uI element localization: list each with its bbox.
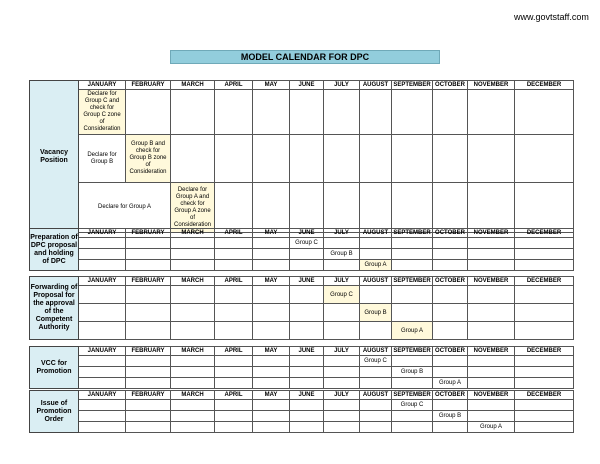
month-header: APRIL — [215, 391, 253, 400]
website-url: www.govtstaff.com — [514, 12, 589, 22]
month-header: JANUARY — [79, 277, 126, 286]
vacancy-group-a-check-cell: Declare for Group A and check for Group A zone of Consideration — [171, 183, 215, 233]
group-b-entry: Group B — [392, 367, 433, 378]
month-header: DECEMBER — [515, 81, 574, 90]
month-header: JANUARY — [79, 81, 126, 90]
month-header: APRIL — [215, 229, 253, 238]
month-header: JUNE — [290, 81, 324, 90]
month-header: AUGUST — [360, 347, 392, 356]
month-header: SEPTEMBER — [393, 277, 431, 284]
month-header: JANUARY — [79, 391, 126, 400]
vacancy-group-a-declare-cell: Declare for Group A — [79, 183, 171, 233]
month-header: OCTOBER — [433, 81, 468, 90]
forwarding-proposal-label: Forwarding of Proposal for the approval of the Competent Authority — [30, 277, 79, 340]
group-b-entry: Group B — [433, 411, 468, 422]
month-header: OCTOBER — [433, 347, 468, 356]
month-header: AUGUST — [360, 81, 392, 90]
month-header: MAY — [253, 347, 290, 356]
month-header: JULY — [324, 347, 360, 356]
month-header: JUNE — [290, 229, 324, 238]
vcc-promotion-label: VCC for Promotion — [30, 347, 79, 389]
month-header: JULY — [324, 81, 360, 90]
month-header: MAY — [253, 277, 290, 286]
month-header: FEBRUARY — [126, 391, 171, 400]
group-a-entry: Group A — [468, 422, 515, 433]
group-c-entry: Group C — [360, 356, 392, 367]
month-header: NOVEMBER — [468, 277, 515, 286]
group-c-entry: Group C — [324, 286, 360, 304]
month-header: FEBRUARY — [126, 277, 171, 286]
month-header: JUNE — [290, 391, 324, 400]
month-header: FEBRUARY — [126, 81, 171, 90]
month-header: JANUARY — [79, 229, 126, 238]
group-a-entry: Group A — [433, 378, 468, 389]
month-header: APRIL — [215, 277, 253, 286]
month-header: JULY — [324, 277, 360, 286]
group-c-entry: Group C — [290, 238, 324, 249]
month-header: NOVEMBER — [468, 81, 515, 90]
month-header: FEBRUARY — [126, 347, 171, 356]
month-header: SEPTEMBER — [393, 347, 431, 354]
month-header: JANUARY — [79, 347, 126, 356]
month-header: JULY — [324, 391, 360, 400]
group-b-entry: Group B — [324, 249, 360, 260]
month-header: MAY — [253, 81, 290, 90]
month-header: MARCH — [171, 229, 215, 238]
month-header: SEPTEMBER — [393, 229, 431, 236]
month-header: MARCH — [171, 81, 215, 90]
month-header: DECEMBER — [515, 391, 574, 400]
forwarding-proposal-table — [29, 276, 574, 340]
group-b-entry: Group B — [360, 304, 392, 322]
month-header: NOVEMBER — [468, 347, 515, 356]
vacancy-position-table — [29, 80, 574, 233]
month-header: FEBRUARY — [126, 229, 171, 238]
vacancy-group-b-check-cell: Group B and check for Group B zone of Consideration — [126, 135, 171, 183]
month-header: MAY — [253, 391, 290, 400]
month-header: OCTOBER — [433, 277, 468, 286]
month-header: MARCH — [171, 391, 215, 400]
page-title: MODEL CALENDAR FOR DPC — [170, 50, 440, 64]
month-header: MAY — [253, 229, 290, 238]
month-header: SEPTEMBER — [393, 391, 431, 398]
issue-promotion-table — [29, 390, 574, 433]
month-header: DECEMBER — [515, 229, 574, 238]
issue-promotion-label: Issue of Promotion Order — [30, 391, 79, 433]
month-header: DECEMBER — [515, 277, 574, 286]
month-header: OCTOBER — [433, 391, 468, 400]
vcc-promotion-table — [29, 346, 574, 389]
month-header: AUGUST — [360, 391, 392, 400]
month-header: JUNE — [290, 277, 324, 286]
group-c-entry: Group C — [392, 400, 433, 411]
month-header: JULY — [324, 229, 360, 238]
group-a-entry: Group A — [360, 260, 392, 271]
month-header: NOVEMBER — [468, 391, 515, 400]
month-header: APRIL — [215, 81, 253, 90]
preparation-dpc-label: Preparation of DPC proposal and holding of DPC — [30, 229, 79, 271]
month-header: AUGUST — [360, 229, 392, 238]
month-header: MARCH — [171, 347, 215, 356]
vacancy-group-b-declare-cell: Declare for Group B — [79, 135, 126, 183]
month-header: APRIL — [215, 347, 253, 356]
vacancy-position-label: Vacancy Position — [30, 81, 79, 233]
month-header: JUNE — [290, 347, 324, 356]
month-header: NOVEMBER — [468, 229, 515, 238]
group-a-entry: Group A — [392, 322, 433, 340]
vacancy-group-c-cell: Declare for Group C and check for Group C zone of Consideration — [79, 90, 126, 135]
month-header: MARCH — [171, 277, 215, 286]
month-header: OCTOBER — [433, 229, 468, 238]
month-header: DECEMBER — [515, 347, 574, 356]
month-header: SEPTEMBER — [393, 81, 431, 88]
month-header: AUGUST — [360, 277, 392, 286]
preparation-dpc-table — [29, 228, 574, 271]
